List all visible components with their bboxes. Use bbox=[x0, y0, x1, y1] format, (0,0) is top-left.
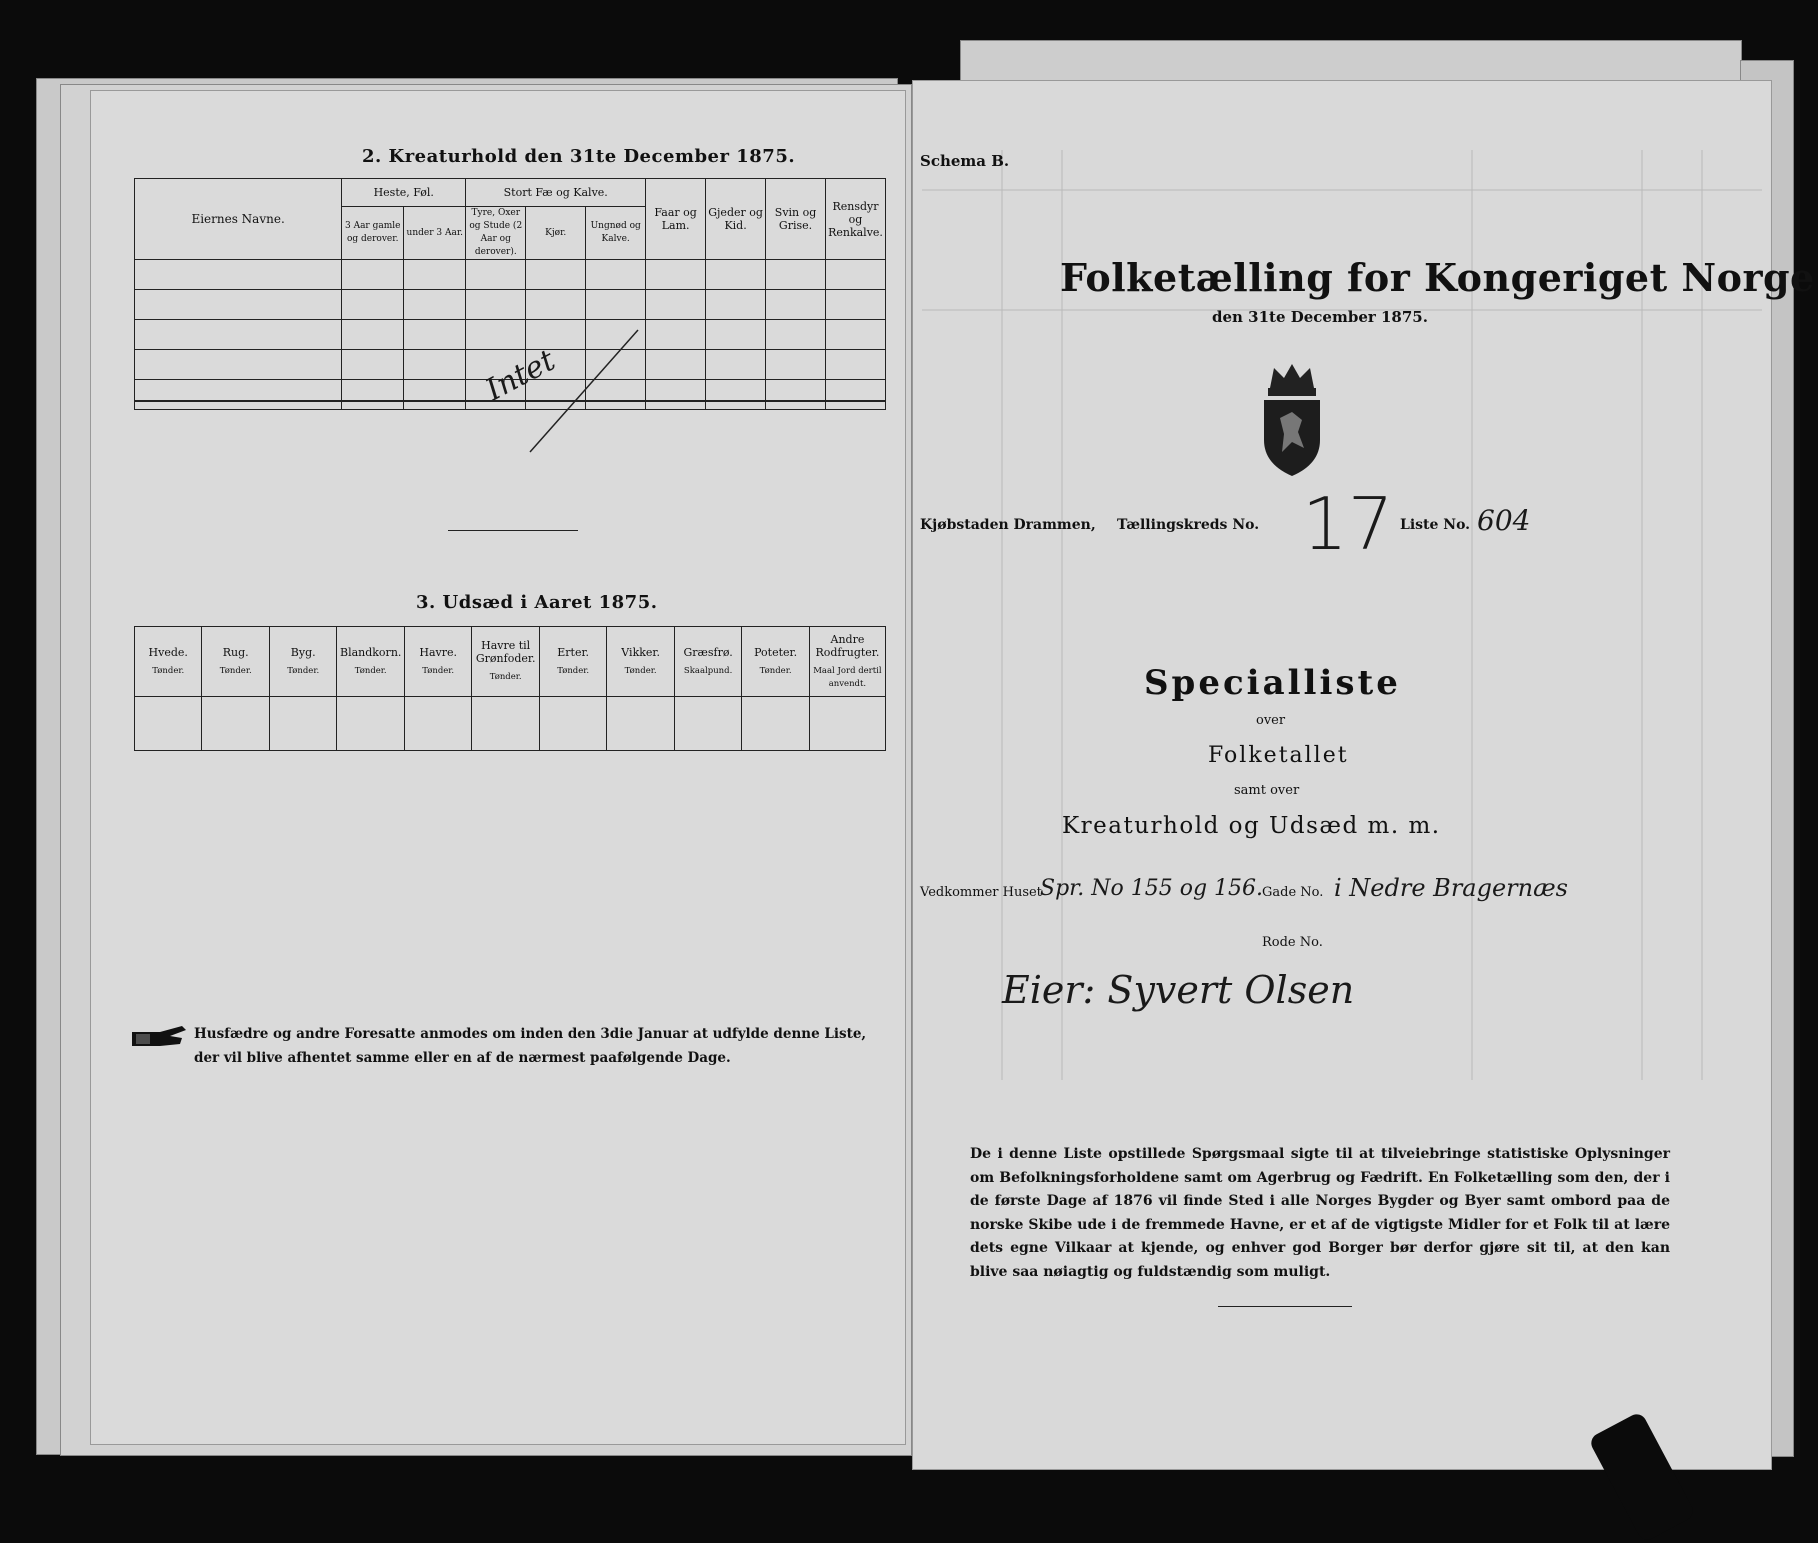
street-label: Gade No. bbox=[1262, 885, 1324, 900]
handwritten-intet: Intet bbox=[480, 342, 561, 409]
col-horses-b: under 3 Aar. bbox=[404, 207, 466, 260]
notice-text: Husfædre og andre Foresatte anmodes om inden den 3die Januar at udfylde denne Liste, der vil blive afhentet samme eller en af de nærmest paafølgende Dage. bbox=[194, 1026, 867, 1066]
seed-col-unit: Tønder. bbox=[287, 665, 320, 676]
info-paragraph: De i denne Liste opstillede Spørgsmaal sigte til at tilveiebringe statistiske Oplysninger om Befolkningsforholdene samt om Agerbrug og Fædrift. En Folketælling som den, der i de første Dage af 1876 vil finde Sted i alle Norges Bygder og Byer samt ombord paa de norske Skibe ude i de fremmede Havne, er et af de vigtigste Midler for et Folk til at lære dets egne Vilkaar at kjende, og enhver god Borger bør derfor gjøre sit til, at den kan blive saa nøiagtig og fuldstændig som muligt. bbox=[970, 1146, 1670, 1280]
seed-col-header bbox=[269, 627, 336, 697]
col-reindeer: Rensdyr og Renkalve. bbox=[826, 179, 886, 260]
seed-col-unit: Tønder. bbox=[557, 665, 590, 676]
table-bottom-rule bbox=[134, 400, 886, 402]
seed-col-header bbox=[607, 627, 674, 697]
seed-cell bbox=[607, 697, 674, 751]
seed-col-header bbox=[337, 627, 404, 697]
seed-col-name: Havre til Grønfoder. bbox=[475, 639, 536, 665]
seed-col-name: Græsfrø. bbox=[683, 645, 733, 659]
seed-col-name: Byg. bbox=[290, 645, 316, 659]
col-horses: Heste, Føl. bbox=[342, 179, 466, 207]
right-page bbox=[912, 80, 1815, 1470]
rode-label: Rode No. bbox=[1262, 935, 1323, 950]
short-divider bbox=[448, 530, 578, 531]
seed-col-header bbox=[674, 627, 741, 697]
main-title: Folketælling for Kongeriget Norge bbox=[1060, 255, 1815, 300]
seed-col-unit: Tønder. bbox=[152, 665, 185, 676]
section3-title: 3. Udsæd i Aaret 1875. bbox=[416, 592, 658, 613]
seed-col-name: Blandkorn. bbox=[339, 645, 402, 659]
seed-cell bbox=[135, 697, 202, 751]
seed-col-name: Poteter. bbox=[754, 645, 798, 659]
seed-header-row bbox=[135, 627, 886, 697]
seed-col-name: Havre. bbox=[419, 645, 457, 659]
left-page bbox=[90, 90, 906, 1445]
col-cattle-c: Ungnød og Kalve. bbox=[586, 207, 646, 260]
seed-col-unit: Tønder. bbox=[759, 665, 792, 676]
seed-col-unit: Tønder. bbox=[219, 665, 252, 676]
seed-col-header bbox=[809, 627, 885, 697]
pointing-hand-icon bbox=[130, 1022, 188, 1052]
bottom-divider bbox=[1218, 1306, 1352, 1307]
seed-col-unit: Skaalpund. bbox=[683, 665, 733, 676]
seed-table bbox=[134, 626, 886, 751]
col-horses-a: 3 Aar gamle og derover. bbox=[342, 207, 404, 260]
seed-cell bbox=[674, 697, 741, 751]
seed-cell bbox=[742, 697, 809, 751]
seed-col-name: Vikker. bbox=[621, 645, 660, 659]
seed-col-header bbox=[472, 627, 539, 697]
house-value: Spr. No 155 og 156. bbox=[1040, 876, 1264, 901]
seed-col-unit: Tønder. bbox=[489, 672, 522, 682]
kreaturhold-title: Kreaturhold og Udsæd m. m. bbox=[1062, 813, 1441, 839]
seed-cell bbox=[809, 697, 885, 751]
seed-col-name: Rug. bbox=[222, 645, 249, 659]
seed-col-header bbox=[742, 627, 809, 697]
col-cattle-b: Kjør. bbox=[526, 207, 586, 260]
samt-over-text: samt over bbox=[1234, 783, 1300, 798]
owner-value: Eier: Syvert Olsen bbox=[1002, 968, 1355, 1012]
folketallet-title: Folketallet bbox=[1208, 743, 1349, 768]
seed-col-name: Erter. bbox=[557, 645, 590, 659]
seed-cell bbox=[269, 697, 336, 751]
seed-col-unit: Tønder. bbox=[624, 665, 657, 676]
seed-col-header bbox=[539, 627, 606, 697]
seed-cell bbox=[337, 697, 404, 751]
seed-cell bbox=[539, 697, 606, 751]
col-goats: Gjeder og Kid. bbox=[706, 179, 766, 260]
street-value: i Nedre Bragernæs bbox=[1334, 874, 1568, 902]
seed-col-name: Andre Rodfrugter. bbox=[815, 632, 880, 659]
coat-of-arms-icon bbox=[1252, 360, 1332, 478]
col-sheep: Faar og Lam. bbox=[646, 179, 706, 260]
seed-col-name: Hvede. bbox=[148, 645, 188, 659]
table-row bbox=[135, 697, 886, 751]
seed-cell bbox=[202, 697, 269, 751]
seed-col-unit: Tønder. bbox=[422, 665, 455, 676]
seed-cell bbox=[404, 697, 471, 751]
col-pigs: Svin og Grise. bbox=[766, 179, 826, 260]
seed-col-header bbox=[135, 627, 202, 697]
seed-cell bbox=[472, 697, 539, 751]
col-owner: Eiernes Navne. bbox=[135, 179, 342, 260]
house-label: Vedkommer Huset bbox=[920, 885, 1042, 900]
seed-col-header bbox=[404, 627, 471, 697]
over-text: over bbox=[1256, 713, 1286, 728]
town-label: Kjøbstaden Drammen, bbox=[920, 517, 1096, 533]
section2-title: 2. Kreaturhold den 31te December 1875. bbox=[362, 146, 796, 167]
district-number: 17 bbox=[1302, 482, 1394, 566]
district-label: Tællingskreds No. bbox=[1117, 517, 1260, 533]
strike-line bbox=[90, 90, 906, 1445]
specialliste-title: Specialliste bbox=[1144, 663, 1401, 703]
date-line: den 31te December 1875. bbox=[1212, 308, 1428, 326]
list-label: Liste No. bbox=[1400, 517, 1471, 533]
col-cattle: Stort Fæ og Kalve. bbox=[466, 179, 646, 207]
schema-label: Schema B. bbox=[920, 152, 1010, 170]
seed-col-unit: Tønder. bbox=[354, 665, 387, 676]
seed-col-header bbox=[202, 627, 269, 697]
list-number: 604 bbox=[1477, 504, 1531, 537]
seed-col-unit: Maal Jord dertil anvendt. bbox=[813, 665, 882, 689]
col-cattle-a: Tyre, Oxer og Stude (2 Aar og derover). bbox=[466, 207, 526, 260]
